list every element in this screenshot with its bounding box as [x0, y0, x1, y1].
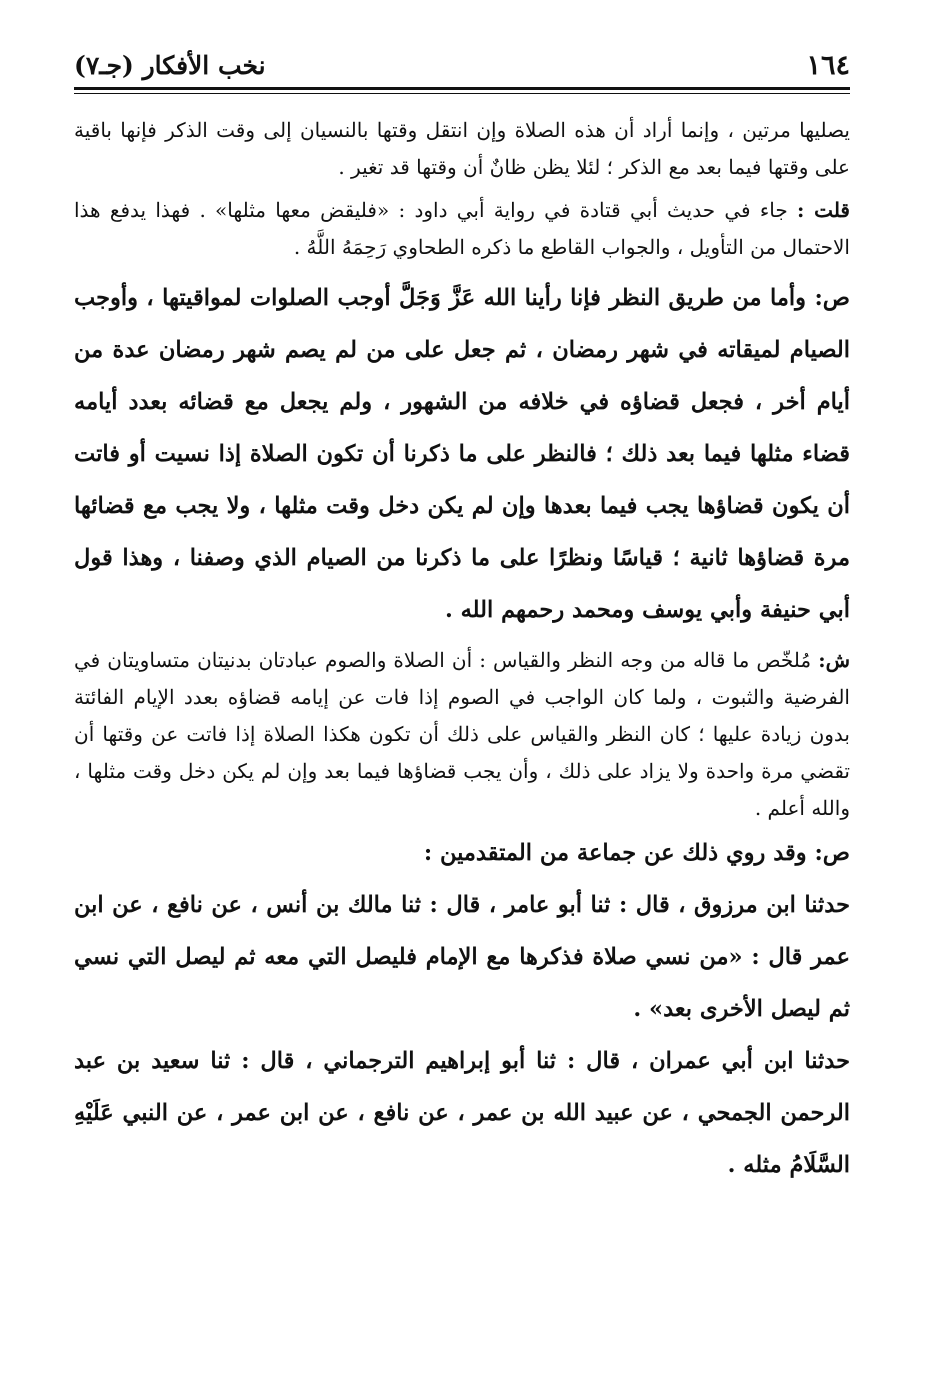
paragraph-text: مُلخّص ما قاله من وجه النظر والقياس : أن الصلاة والصوم عبادتان بدنيتان متساويتان في الفرضية والثبوت ، ولما كان الواجب في الصوم إذا فات عن إيامه قضاؤه بعدد الإيام الفائتة بدون زيادة عليها ؛ كان النظر والقياس على ذلك أن تكون هكذا الصلاة إذا فاتت عن وقتها أن تقضي مرة واحدة ولا يزاد على ذلك ، وأن يجب قضاؤها فيما بعد وإن لم يكن دخل وقت مثلها ، والله أعلم .: [74, 648, 851, 820]
paragraph-text: يصليها مرتين ، وإنما أراد أن هذه الصلاة وإن انتقل وقتها بالنسيان إلى وقت الذكر فإنها باقية على وقتها فيما بعد مع الذكر ؛ لئلا يظن ظانٌ أن وقتها قد تغير .: [74, 118, 850, 179]
paragraph-sharh: [74, 642, 850, 827]
paragraph-text: وقد روي ذلك عن جماعة من المتقدمين :: [423, 840, 815, 866]
paragraph-qultu: [74, 192, 850, 266]
paragraph-marker: ص:: [814, 285, 850, 311]
paragraph-marker: ش:: [818, 648, 851, 672]
paragraph-matn-nazar: [74, 272, 850, 636]
header-rule-thin: [74, 93, 850, 94]
header-rule-thick: [74, 87, 850, 90]
body-text: [74, 112, 850, 1191]
paragraph-text: وأما من طريق النظر فإنا رأينا الله عَزَّ وَجَلَّ أوجب الصلوات لمواقيتها ، وأوجب الصيام لميقاته في شهر رمضان ، ثم جعل على من لم يصم شهر رمضان عدة من أيام أخر ، فجعل قضاؤه في خلافه من الشهور ، ولم يجعل مع قضائه بعدد أيامه قضاء مثلها فيما بعد ذلك ؛ فالنظر على ما ذكرنا أن تكون الصلاة إذا نسيت أو فاتت أن يكون قضاؤها يجب فيما بعدها وإن لم يكن دخل وقت مثلها ، ولا يجب مع قضائها مرة قضاؤها ثانية ؛ قياسًا ونظرًا على ما ذكرنا من الصيام الذي وصفنا ، وهذا قول أبي حنيفة وأبي يوسف ومحمد رحمهم الله .: [74, 285, 850, 623]
paragraph-hadith-2: [74, 1035, 850, 1191]
page-header: [74, 44, 850, 86]
paragraph-hadith-1: [74, 879, 850, 1035]
paragraph-marker: قلت :: [796, 198, 850, 222]
paragraph-matn-riwaya: [74, 827, 850, 879]
paragraph-explanation: [74, 112, 850, 186]
paragraph-marker: ص:: [814, 840, 850, 866]
paragraph-text: حدثنا ابن مرزوق ، قال : ثنا أبو عامر ، قال : ثنا مالك بن أنس ، عن نافع ، عن ابن عمر قال : «من نسي صلاة فذكرها مع الإمام فليصل التي معه ثم ليصل التي نسي ثم ليصل الأخرى بعد» .: [74, 892, 850, 1022]
paragraph-text: حدثنا ابن أبي عمران ، قال : ثنا أبو إبراهيم الترجماني ، قال : ثنا سعيد بن عبد الرحمن الجمحي ، عن عبيد الله بن عمر ، عن نافع ، عن ابن عمر ، عن النبي عَلَيْهِ السَّلَامُ مثله .: [74, 1048, 850, 1178]
running-title: نخب الأفكار (جـ٧): [74, 50, 266, 80]
page-number: ١٦٤: [806, 49, 850, 81]
paragraph-text: جاء في حديث أبي قتادة في رواية أبي داود : «فليقض معها مثلها» . فهذا يدفع هذا الاحتمال من التأويل ، والجواب القاطع ما ذكره الطحاوي رَحِمَهُ اللَّهُ .: [74, 198, 850, 259]
